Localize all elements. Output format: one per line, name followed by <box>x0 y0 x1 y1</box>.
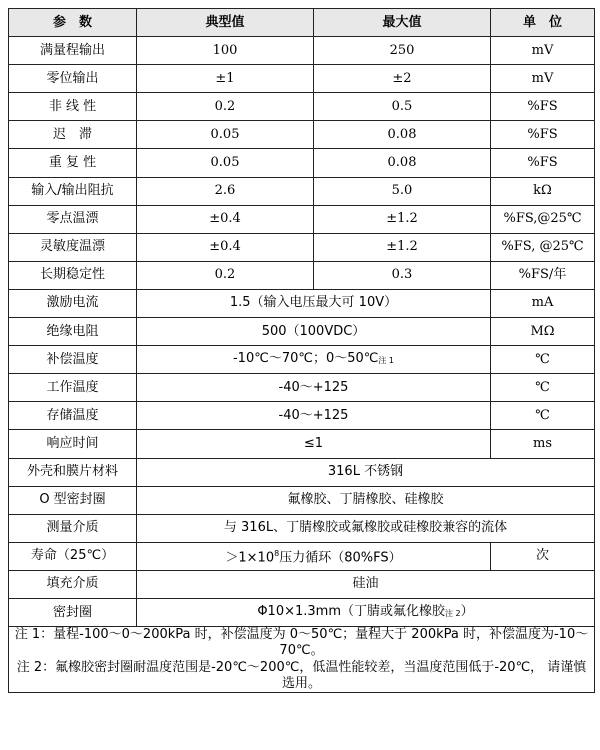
unit-value: %FS <box>491 149 595 177</box>
max-value: 5.0 <box>314 177 491 205</box>
param-name: 工作温度 <box>9 374 137 402</box>
specification-table <box>8 8 595 693</box>
unit-value: ms <box>491 430 595 458</box>
table-body <box>9 9 595 693</box>
merged-value <box>137 346 491 374</box>
max-value: 250 <box>314 37 491 65</box>
table-row <box>9 233 595 261</box>
table-row <box>9 121 595 149</box>
table-row <box>9 205 595 233</box>
value-text: -40～+125 <box>278 407 349 423</box>
typical-value: 100 <box>137 37 314 65</box>
param-name: 迟 滞 <box>9 121 137 149</box>
header-unit: 单 位 <box>491 9 595 37</box>
table-row <box>9 261 595 289</box>
footnote: 注 2：氟橡胶密封圈耐温度范围是-20℃～200℃，低温性能较差，当温度范围低于-20℃， 请谨慎选用。 <box>16 660 587 692</box>
param-name: 零点温漂 <box>9 205 137 233</box>
typical-value: 0.05 <box>137 149 314 177</box>
merged-value: 硅油 <box>137 570 595 598</box>
life-exponent: 8 <box>274 549 280 559</box>
table-row <box>9 514 595 542</box>
param-name: 输入/输出阻抗 <box>9 177 137 205</box>
table-row <box>9 402 595 430</box>
header-param: 参 数 <box>9 9 137 37</box>
unit-value: MΩ <box>491 318 595 346</box>
merged-value <box>137 402 491 430</box>
table-row <box>9 374 595 402</box>
max-value: ±1.2 <box>314 205 491 233</box>
header-max: 最大值 <box>314 9 491 37</box>
merged-value <box>137 374 491 402</box>
param-name: 长期稳定性 <box>9 261 137 289</box>
header-typical: 典型值 <box>137 9 314 37</box>
param-name: 填充介质 <box>9 570 137 598</box>
unit-value: %FS <box>491 121 595 149</box>
param-name: 响应时间 <box>9 430 137 458</box>
table-row <box>9 542 595 570</box>
seal-close: ） <box>460 603 474 619</box>
merged-value: 316L 不锈钢 <box>137 458 595 486</box>
value-text: 500（100VDC） <box>261 323 366 339</box>
value-text: -40～+125 <box>278 379 349 395</box>
table-row <box>9 570 595 598</box>
unit-value: mA <box>491 289 595 317</box>
table-row <box>9 486 595 514</box>
param-name: 零位输出 <box>9 65 137 93</box>
table-row <box>9 458 595 486</box>
table-row <box>9 93 595 121</box>
param-name: O 型密封圈 <box>9 486 137 514</box>
unit-value: kΩ <box>491 177 595 205</box>
merged-value <box>137 289 491 317</box>
unit-value: mV <box>491 65 595 93</box>
merged-value <box>137 430 491 458</box>
table-row <box>9 65 595 93</box>
table-row <box>9 149 595 177</box>
table-row <box>9 598 595 626</box>
param-name: 绝缘电阻 <box>9 318 137 346</box>
note-tag: 注 2 <box>445 608 461 618</box>
merged-value <box>137 542 491 570</box>
table-row <box>9 430 595 458</box>
unit-value: %FS,@25℃ <box>491 205 595 233</box>
param-name: 满量程输出 <box>9 37 137 65</box>
value-text: 1.5（输入电压最大可 10V） <box>229 295 398 311</box>
life-prefix: ＞1×10 <box>225 550 275 566</box>
max-value: 0.08 <box>314 149 491 177</box>
table-row <box>9 37 595 65</box>
spec-table-container <box>8 8 594 693</box>
param-name: 激励电流 <box>9 289 137 317</box>
table-row <box>9 346 595 374</box>
seal-value: Φ10×1.3mm（丁腈或氟化橡胶 <box>257 603 445 619</box>
typical-value: ±0.4 <box>137 205 314 233</box>
unit-value: mV <box>491 37 595 65</box>
typical-value: 0.2 <box>137 93 314 121</box>
param-name: 寿命（25℃） <box>9 542 137 570</box>
max-value: 0.5 <box>314 93 491 121</box>
max-value: 0.3 <box>314 261 491 289</box>
param-name: 密封圈 <box>9 598 137 626</box>
table-row <box>9 318 595 346</box>
unit-value: %FS/年 <box>491 261 595 289</box>
param-name: 重 复 性 <box>9 149 137 177</box>
param-name: 补偿温度 <box>9 346 137 374</box>
merged-value: 与 316L、丁腈橡胶或氟橡胶或硅橡胶兼容的流体 <box>137 514 595 542</box>
unit-value: %FS <box>491 93 595 121</box>
param-name: 灵敏度温漂 <box>9 233 137 261</box>
param-name: 存储温度 <box>9 402 137 430</box>
unit-value: ℃ <box>491 346 595 374</box>
table-row <box>9 289 595 317</box>
table-row <box>9 177 595 205</box>
footnote: 注 1：量程-100～0～200kPa 时，补偿温度为 0～50℃；量程大于 200kPa 时，补偿温度为-10～70℃。 <box>14 627 589 659</box>
param-name: 外壳和膜片材料 <box>9 458 137 486</box>
param-name: 测量介质 <box>9 514 137 542</box>
merged-value <box>137 318 491 346</box>
typical-value: 0.05 <box>137 121 314 149</box>
typical-value: 0.2 <box>137 261 314 289</box>
max-value: ±1.2 <box>314 233 491 261</box>
notes-row <box>9 627 595 693</box>
unit-value: ℃ <box>491 374 595 402</box>
typical-value: ±0.4 <box>137 233 314 261</box>
max-value: 0.08 <box>314 121 491 149</box>
merged-value <box>137 598 595 626</box>
max-value: ±2 <box>314 65 491 93</box>
header-row <box>9 9 595 37</box>
param-name: 非 线 性 <box>9 93 137 121</box>
life-suffix: 压力循环（80%FS） <box>279 550 402 566</box>
value-text: -10℃～70℃；0～50℃ <box>232 350 379 366</box>
notes-cell <box>9 627 595 693</box>
note-tag: 注 1 <box>378 355 395 365</box>
unit-value: 次 <box>491 542 595 570</box>
typical-value: ±1 <box>137 65 314 93</box>
value-text: ≤1 <box>303 435 324 451</box>
unit-value: ℃ <box>491 402 595 430</box>
typical-value: 2.6 <box>137 177 314 205</box>
unit-value: %FS, @25℃ <box>491 233 595 261</box>
merged-value: 氟橡胶、丁腈橡胶、硅橡胶 <box>137 486 595 514</box>
